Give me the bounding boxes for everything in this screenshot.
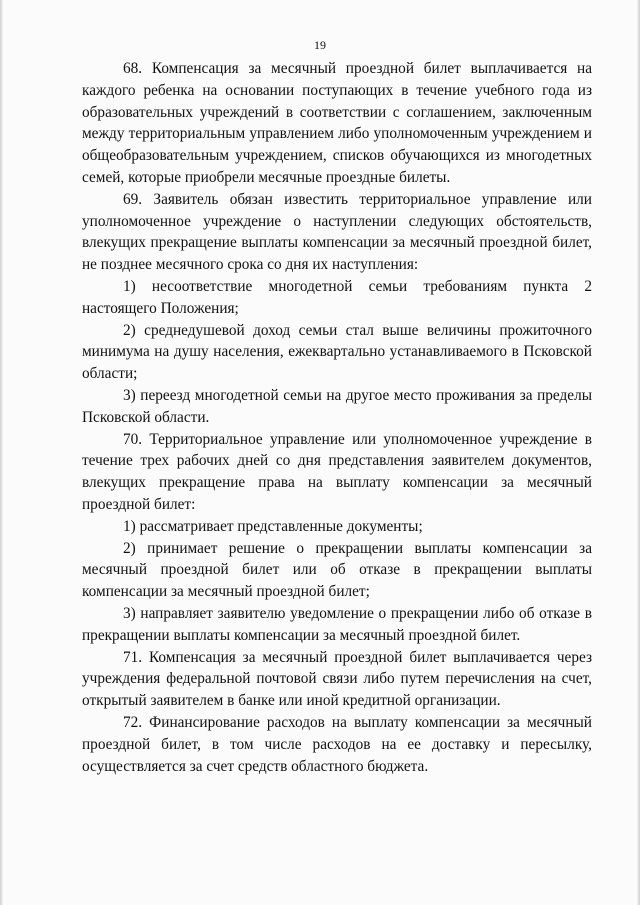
document-body — [82, 58, 592, 777]
list-item-70-2: 2) принимает решение о прекращении выплаты компенсации за месячный проездной билет или об отказе в прекращении выплаты компенсации за месячный проездной билет; — [82, 539, 592, 601]
list-item-69-2: 2) среднедушевой доход семьи стал выше величины прожиточного минимума на душу населения, ежеквартально устанавливаемого в Псковской области; — [82, 321, 592, 383]
paragraph-70: 70. Территориальное управление или уполномоченное учреждение в течение трех рабочих дней со дня представления заявителем документов, влекущих прекращение права на выплату компенсации за месячный проездной билет: — [82, 430, 592, 513]
list-item-70-1: 1) рассматривает представленные документы; — [123, 517, 423, 535]
paragraph-71: 71. Компенсация за месячный проездной билет выплачивается через учреждения федеральной почтовой связи либо путем перечисления на счет, открытый заявителем в банке или иной кредитной организации. — [82, 648, 592, 710]
paragraph-72: 72. Финансирование расходов на выплату компенсации за месячный проездной билет, в том числе расходов на ее доставку и пересылку, осуществляется за счет средств областного бюджета. — [82, 713, 592, 775]
paragraph-68: 68. Компенсация за месячный проездной билет выплачивается на каждого ребенка на основании поступающих в течение учебного года из образовательных учреждений в соответствии с соглашением, заключенным между территориальным управлением либо уполномоченным учреждением и общеобразовательным учреждением, списков обучающихся из многодетных семей, которые приобрели месячные проездные билеты. — [82, 60, 592, 186]
scan-edge-left — [0, 0, 3, 905]
list-item-69-3: 3) переезд многодетной семьи на другое место проживания за пределы Псковской области. — [82, 386, 592, 426]
list-item-69-1: 1) несоответствие многодетной семьи требованиям пункта 2 настоящего Положения; — [82, 277, 592, 317]
page-number: 19 — [314, 38, 326, 52]
paragraph-69: 69. Заявитель обязан известить территориальное управление или уполномоченное учреждение о наступлении следующих обстоятельств, влекущих прекращение выплаты компенсации за месячный проездной билет, не позднее месячного срока со дня их наступления: — [82, 190, 592, 274]
list-item-70-3: 3) направляет заявителю уведомление о прекращении либо об отказе в прекращении выплаты компенсации за месячный проездной билет. — [82, 604, 592, 644]
